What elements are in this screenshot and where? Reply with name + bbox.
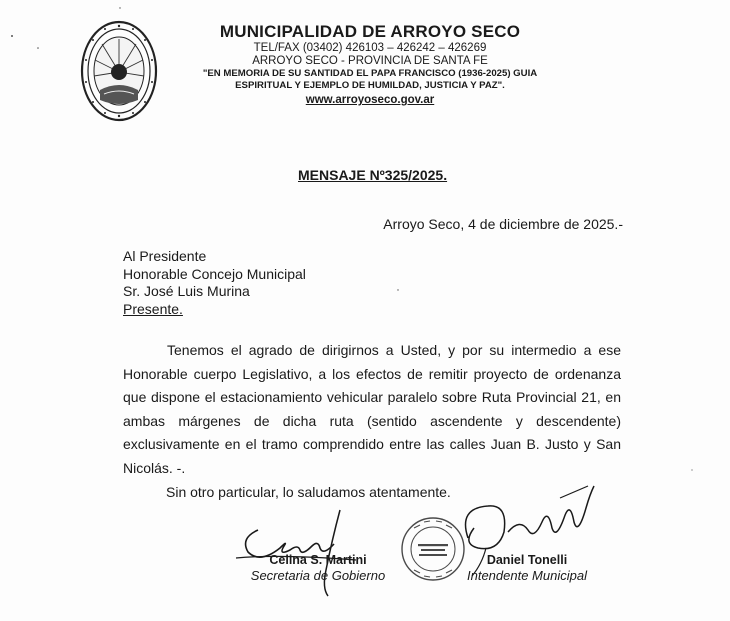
motto-line-1: "EN MEMORIA DE SU SANTIDAD EL PAPA FRANCISCO (1936-2025) GUIA (202, 68, 538, 79)
recipient-line: Presente. (123, 300, 183, 317)
closing-line: Sin otro particular, lo saludamos atentamente. (166, 484, 451, 500)
org-name: MUNICIPALIDAD DE ARROYO SECO (219, 22, 521, 41)
recipient-line: Sr. José Luis Murina (123, 283, 250, 299)
phone-line: TEL/FAX (03402) 426103 – 426242 – 426269 (253, 42, 487, 54)
recipient-line: Al Presidente (123, 248, 207, 264)
date-line: Arroyo Seco, 4 de diciembre de 2025.- (383, 216, 623, 232)
signer-role: Intendente Municipal (467, 568, 587, 583)
signer-name: Celina S. Martini (269, 553, 367, 567)
website-link[interactable]: www.arroyoseco.gov.ar (305, 94, 435, 106)
motto-line-2: ESPIRITUAL Y EJEMPLO DE HUMILDAD, JUSTICIA Y PAZ". (235, 80, 505, 91)
signer-role: Secretaria de Gobierno (250, 568, 386, 583)
message-title: MENSAJE Nº325/2025. (298, 167, 448, 183)
recipient-line: Honorable Concejo Municipal (123, 265, 306, 282)
signer-name: Daniel Tonelli (486, 553, 568, 567)
body-paragraph: Tenemos el agrado de dirigirnos a Usted, y por su intermedio a ese Honorable cuerpo Legislativo, a los efectos de remitir proyecto de ordenanza que dispone el estacionamiento vehicular paralelo sobre Ruta Provincial 21, en ambas márgenes de dicha ruta (sentido ascendente y descendente) exclusivamente en el tramo comprendido entre las calles Juan B. Justo y San Nicolás. -. (123, 342, 621, 476)
location-line: ARROYO SECO - PROVINCIA DE SANTA FE (252, 55, 488, 67)
